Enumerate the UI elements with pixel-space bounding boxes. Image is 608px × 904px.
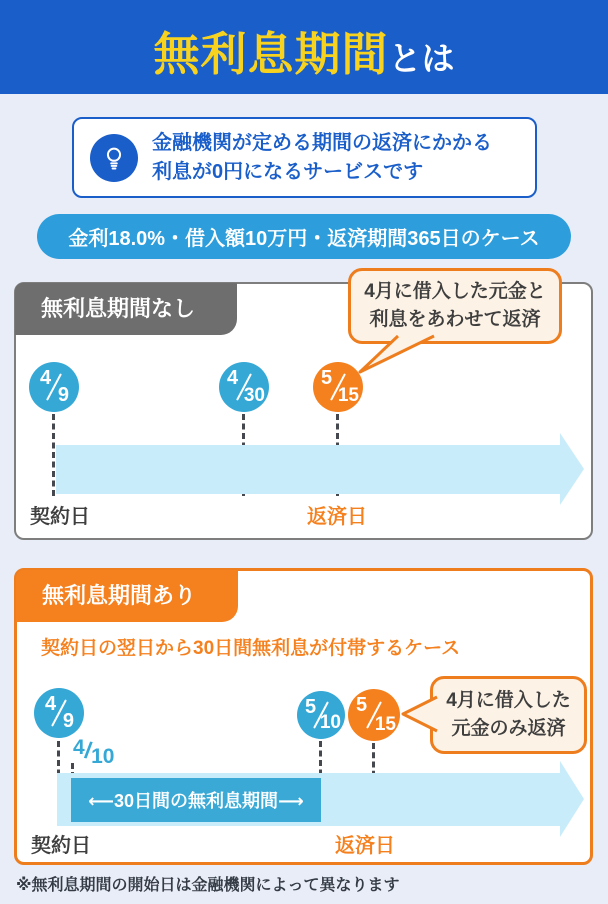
date-day: 9 [62, 710, 74, 732]
date-month: 4 [227, 367, 239, 389]
label-repayment-date: 返済日 [335, 835, 395, 857]
case-condition-pill: 金利18.0%・借入額10万円・返済期間365日のケース [37, 214, 571, 259]
date-month: 5 [356, 694, 368, 716]
date-circle-5-15 [348, 689, 400, 741]
bubble-line-1: 4月に借入した [446, 689, 571, 711]
date-circle-4-30 [219, 362, 269, 412]
page-title: 無利息期間 [153, 28, 389, 80]
date-circle-4-9 [34, 688, 84, 738]
timeline-arrow-head [560, 761, 584, 837]
case-subtitle: 契約日の翌日から30日間無利息が付帯するケース [41, 638, 461, 659]
footnote: ※無利息期間の開始日は金融機関によって異なります [16, 877, 400, 894]
timeline-arrow-head [560, 433, 584, 505]
date-circle-5-10 [297, 691, 345, 739]
lightbulb-icon [90, 134, 138, 182]
date-day: 15 [374, 714, 396, 735]
label-contract-date: 契約日 [31, 835, 91, 857]
page-title-suffix: とは [388, 40, 455, 77]
date-circle-4-9 [29, 362, 79, 412]
tab-no-period: 無利息期間なし [15, 283, 237, 335]
tab-with-period: 無利息期間あり [16, 570, 238, 622]
start-next-day-label [73, 736, 115, 768]
bubble-line-2: 利息をあわせて返済 [369, 309, 541, 330]
dashed-line [52, 414, 55, 496]
intro-line-2: 利息が0円になるサービスです [152, 160, 424, 183]
speech-bubble-tail-icon [346, 324, 456, 384]
header-banner [0, 0, 608, 94]
date-day: 10 [91, 745, 115, 768]
speech-bubble-tail-icon [395, 689, 440, 734]
date-month: 4 [73, 736, 85, 759]
date-day: 9 [57, 384, 69, 406]
date-month: 4 [45, 693, 57, 715]
date-month: 4 [40, 367, 52, 389]
date-month: 5 [321, 367, 333, 389]
intro-callout [72, 117, 537, 198]
card-no-period [14, 282, 593, 540]
interest-free-period-band: ⟵30日間の無利息期間⟶ [71, 778, 321, 822]
card-with-period [14, 568, 593, 865]
repayment-speech-bubble [430, 676, 587, 754]
intro-line-1: 金融機関が定める期間の返済にかかる [152, 131, 492, 154]
label-contract-date: 契約日 [30, 506, 90, 528]
date-day: 10 [319, 712, 341, 733]
date-day: 30 [243, 385, 265, 406]
date-month: 5 [305, 696, 317, 718]
bubble-line-2: 元金のみ返済 [451, 718, 566, 739]
date-day: 15 [337, 385, 359, 406]
bubble-line-1: 4月に借入した元金と [364, 280, 546, 302]
intro-text [152, 129, 492, 187]
label-repayment-date: 返済日 [307, 506, 367, 528]
date-slash: / [82, 736, 94, 764]
timeline-arrow [56, 445, 560, 494]
